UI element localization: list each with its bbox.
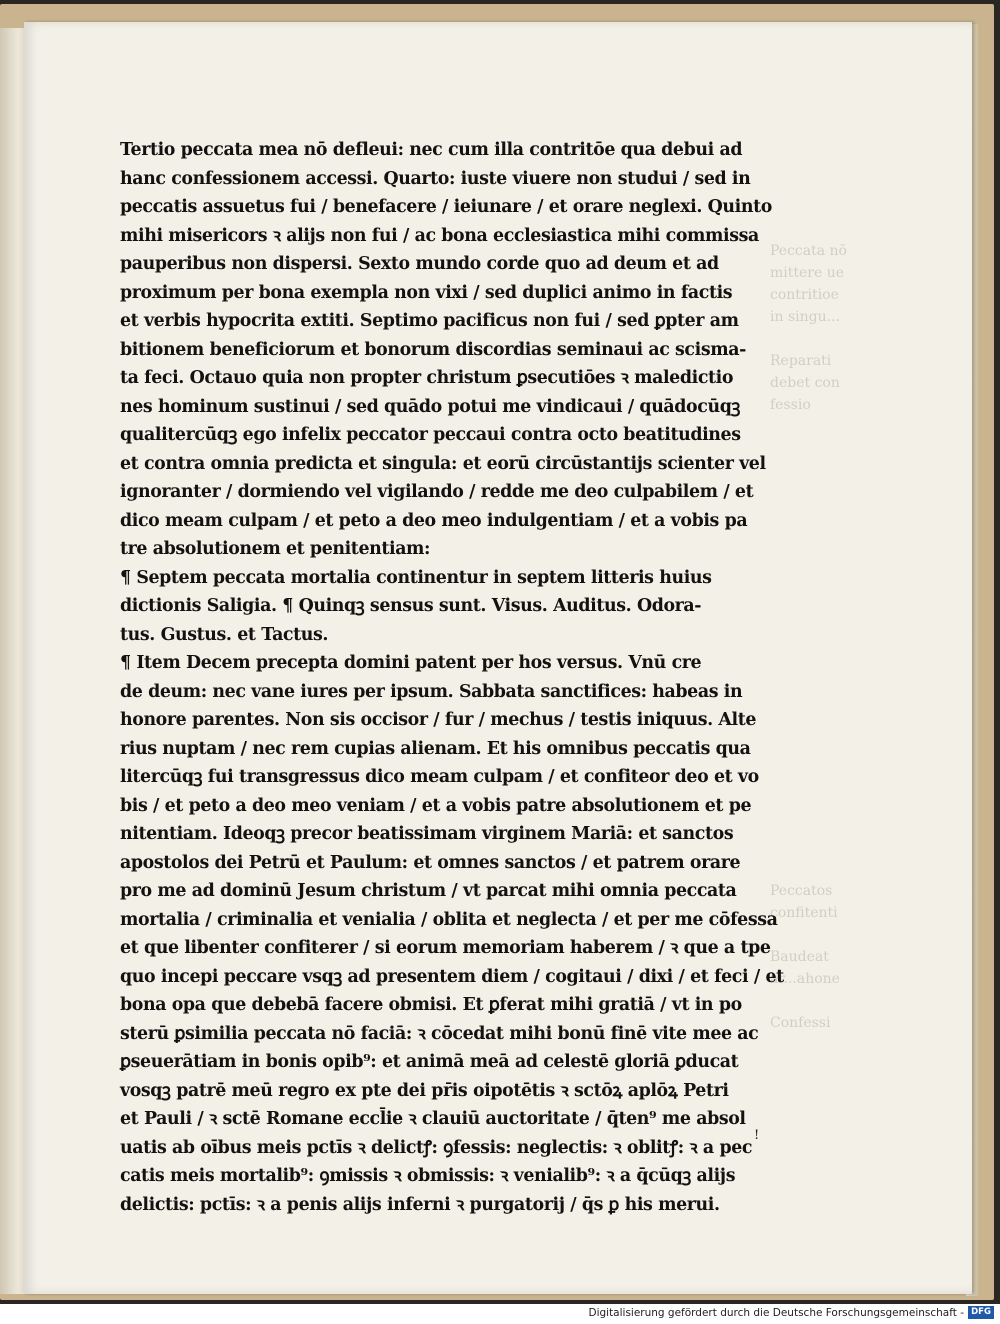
text-line: catis meis mortalib⁹: ꝯmissis ꝛ obmissis: ꝛ venialib⁹: ꝛ a q̄cūqꝫ alijs [120, 1166, 736, 1186]
text-line: honore parentes. Non sis occisor / fur / mechus / testis iniquus. Alte [120, 710, 757, 730]
margin-bleed-upper [770, 240, 890, 416]
margin-bleed-line: confitenti [770, 905, 838, 921]
text-line: pauperibus non dispersi. Sexto mundo corde quo ad deum et ad [120, 254, 719, 274]
margin-bleed-line [770, 990, 890, 1012]
text-line: proximum per bona exempla non vixi / sed duplici animo in factis [120, 282, 733, 303]
text-line: ¶ Item Decem precepta domini patent per hos versus. Vnū cre [120, 653, 702, 673]
text-line: nes hominum sustinui / sed quādo potui me vindicaui / quādocūqꝫ [120, 396, 740, 417]
text-line: mihi misericors ꝛ alijs non fui / ac bona ecclesiastica mihi commissa [120, 225, 759, 246]
margin-bleed-line: ar...ahone [770, 971, 840, 987]
text-line: dico meam culpam / et peto a deo meo indulgentiam / et a vobis pa [120, 510, 748, 531]
margin-bleed-line: fessio [770, 397, 811, 413]
funding-credit: Digitalisierung gefördert durch die Deutsche Forschungsgemeinschaft - [588, 1307, 964, 1319]
text-line: ta feci. Octauo quia non propter christum ꝑsecutiōes ꝛ maledictio [120, 368, 734, 388]
text-line: dictionis Saligia. ¶ Quinqꝫ sensus sunt. Visus. Auditus. Odora- [120, 596, 702, 616]
margin-bleed-line [770, 328, 890, 350]
text-line: tre absolutionem et penitentiam: [120, 539, 431, 559]
margin-bleed-line: mittere ue [770, 265, 845, 281]
dfg-logo: DFG [968, 1306, 994, 1319]
margin-bleed-line: debet con [770, 375, 840, 391]
text-line: et Pauli / ꝛ sctē Romane eccl̄ie ꝛ clauiū auctoritate / q̄ten⁹ me absol [120, 1109, 746, 1129]
text-line: uatis ab oībus meis pctīs ꝛ delictꝭ: ꝯfessis: neglectis: ꝛ oblitꝭ: ꝛ a pec [120, 1137, 753, 1158]
text-line: ꝑseuerātiam in bonis opib⁹: et animā meā ad celestē gloriā ꝑducat [120, 1052, 739, 1072]
margin-bleed-line: in singu... [770, 309, 840, 325]
text-line: tus. Gustus. et Tactus. [120, 624, 329, 645]
text-line: ignoranter / dormiendo vel vigilando / redde me deo culpabilem / et [120, 482, 754, 502]
text-line: et verbis hypocrita extiti. Septimo pacificus non fui / sed ꝑpter am [120, 311, 739, 331]
text-line: nitentiam. Ideoqꝫ precor beatissimam virginem Mariā: et sanctos [120, 824, 734, 844]
text-line: sterū ꝑsimilia peccata nō faciā: ꝛ cōcedat mihi bonū finē vite mee ac [120, 1023, 759, 1044]
margin-bleed-line: Confessi [770, 1015, 831, 1031]
text-line: quo incepi peccare vsqꝫ ad presentem diem / cogitaui / dixi / et feci / et [120, 966, 784, 987]
text-line: litercūqꝫ fui transgressus dico meam culpam / et confiteor deo et vo [120, 767, 759, 787]
margin-bleed-line: contritioe [770, 287, 839, 303]
margin-bleed-line [770, 924, 890, 946]
text-line: bitionem beneficiorum et bonorum discordias seminaui ac scisma- [120, 339, 746, 360]
page-body-text [120, 136, 784, 1219]
text-line: vosqꝫ patrē meū regro ex pte dei pr̄is oipotētis ꝛ sctōꝝ aplōꝝ Petri [120, 1080, 729, 1101]
text-line: de deum: nec vane iures per ipsum. Sabbata sanctifices: habeas in [120, 681, 743, 702]
text-line: Tertio peccata mea nō defleui: nec cum illa contritōe qua debui ad [120, 140, 743, 160]
page-mark: ! [754, 1128, 760, 1143]
text-line: bona opa que debebā facere obmisi. Et ꝑferat mihi gratiā / vt in po [120, 995, 742, 1015]
text-line: et contra omnia predicta et singula: et eorū circūstantijs scienter vel [120, 453, 766, 474]
text-line: mortalia / criminalia et venialia / oblita et neglecta / et per me cōfessa [120, 909, 778, 930]
text-line: rius nuptam / nec rem cupias alienam. Et his omnibus peccatis qua [120, 738, 751, 759]
margin-bleed-line: Peccatos [770, 883, 833, 899]
margin-bleed-lower [770, 880, 890, 1034]
text-line: apostolos dei Petrū et Paulum: et omnes sanctos / et patrem orare [120, 852, 741, 873]
text-line: hanc confessionem accessi. Quarto: iuste viuere non studui / sed in [120, 168, 751, 189]
margin-bleed-line: Baudeat [770, 949, 829, 965]
text-line: pro me ad dominū Jesum christum / vt parcat mihi omnia peccata [120, 881, 737, 901]
text-line: delictis: pctīs: ꝛ a penis alijs inferni ꝛ purgatorij / q̄s ꝑ his merui. [120, 1194, 720, 1215]
text-line: ¶ Septem peccata mortalia continentur in septem litteris huius [120, 567, 712, 588]
text-line: peccatis assuetus fui / benefacere / ieiunare / et orare neglexi. Quinto [120, 197, 772, 217]
margin-bleed-line: Peccata nō [770, 243, 847, 259]
text-line: et que libenter confiterer / si eorum memoriam haberem / ꝛ que a tpe [120, 938, 771, 958]
text-line: qualitercūqꝫ ego infelix peccator peccaui contra octo beatitudines [120, 425, 741, 445]
text-line: bis / et peto a deo meo veniam / et a vobis patre absolutionem et pe [120, 795, 752, 816]
margin-bleed-line: Reparati [770, 353, 832, 369]
